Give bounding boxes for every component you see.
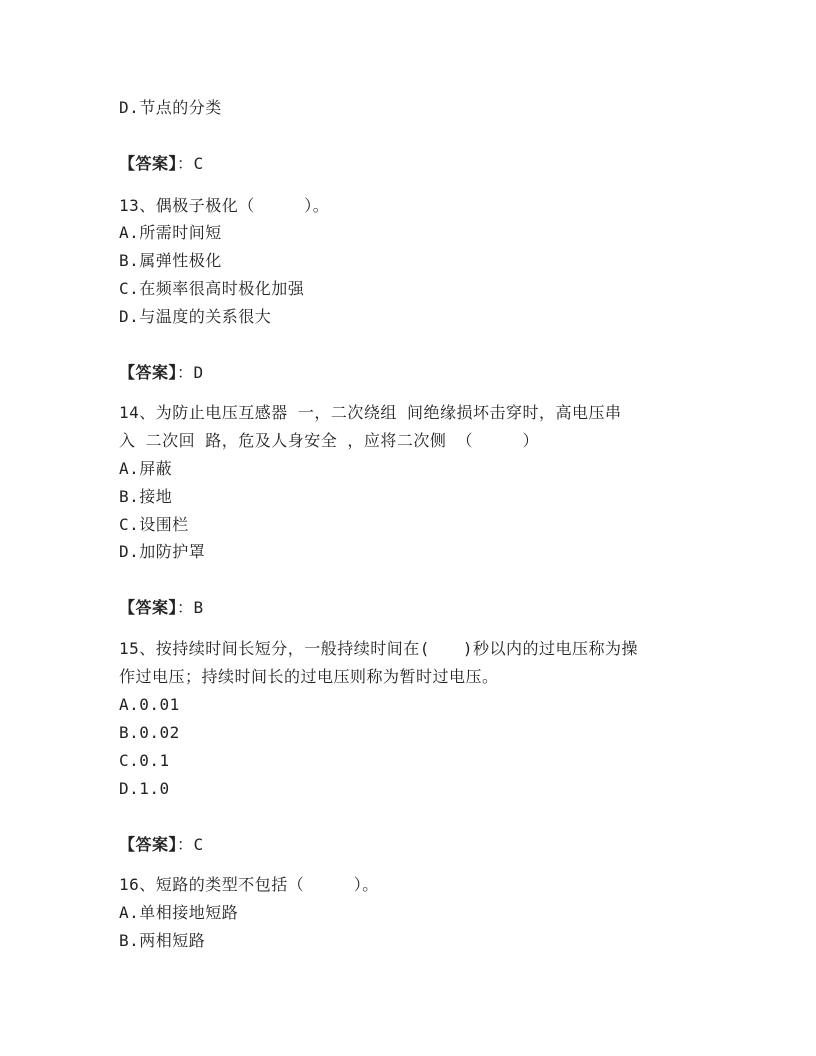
answer-line [119, 153, 204, 175]
question-14-option-d: D.加防护罩 [119, 542, 206, 561]
answer-separator: ： [177, 835, 194, 854]
question-16-option-a: A.单相接地短路 [119, 903, 239, 922]
question-16-option-b: B.两相短路 [119, 931, 206, 950]
question-13-option-c: C.在频率很高时极化加强 [119, 279, 305, 298]
question-13-answer [119, 362, 204, 384]
answer-label: 【答案】 [119, 154, 178, 173]
answer-value: D [193, 363, 204, 382]
question-14-stem-line2: 入 二次回 路，危及人身安全 ，应将二次侧 （ ） [119, 431, 540, 450]
question-15-stem-line1: 15、按持续时间长短分，一般持续时间在( )秒以内的过电压称为操 [119, 639, 639, 658]
answer-label: 【答案】 [119, 363, 178, 382]
answer-value: C [193, 835, 204, 854]
question-14-option-c: C.设围栏 [119, 515, 189, 534]
question-13-stem: 13、偶极子极化（ ）。 [119, 196, 330, 215]
option-d: D.节点的分类 [119, 98, 222, 117]
question-13-option-a: A.所需时间短 [119, 223, 222, 242]
question-15-option-a: A.0.01 [119, 695, 180, 714]
answer-value: C [193, 154, 204, 173]
question-13-option-b: B.属弹性极化 [119, 251, 222, 270]
question-16-stem: 16、短路的类型不包括（ ）。 [119, 875, 379, 894]
question-14-stem-line1: 14、为防止电压互感器 一，二次绕组 间绝缘损坏击穿时，高电压串 [119, 403, 622, 422]
answer-separator: ： [177, 154, 194, 173]
question-15-option-c: C.0.1 [119, 751, 170, 770]
question-13-option-d: D.与温度的关系很大 [119, 307, 272, 326]
answer-label: 【答案】 [119, 835, 178, 854]
question-14-option-a: A.屏蔽 [119, 459, 173, 478]
question-15-option-d: D.1.0 [119, 779, 170, 798]
question-15-option-b: B.0.02 [119, 723, 180, 742]
answer-separator: ： [177, 598, 194, 617]
question-15-stem-line2: 作过电压；持续时间长的过电压则称为暂时过电压。 [119, 667, 499, 686]
question-14-answer [119, 597, 204, 619]
answer-label: 【答案】 [119, 598, 178, 617]
answer-value: B [193, 598, 204, 617]
answer-separator: ： [177, 363, 194, 382]
question-15-answer [119, 834, 204, 856]
question-14-option-b: B.接地 [119, 487, 173, 506]
